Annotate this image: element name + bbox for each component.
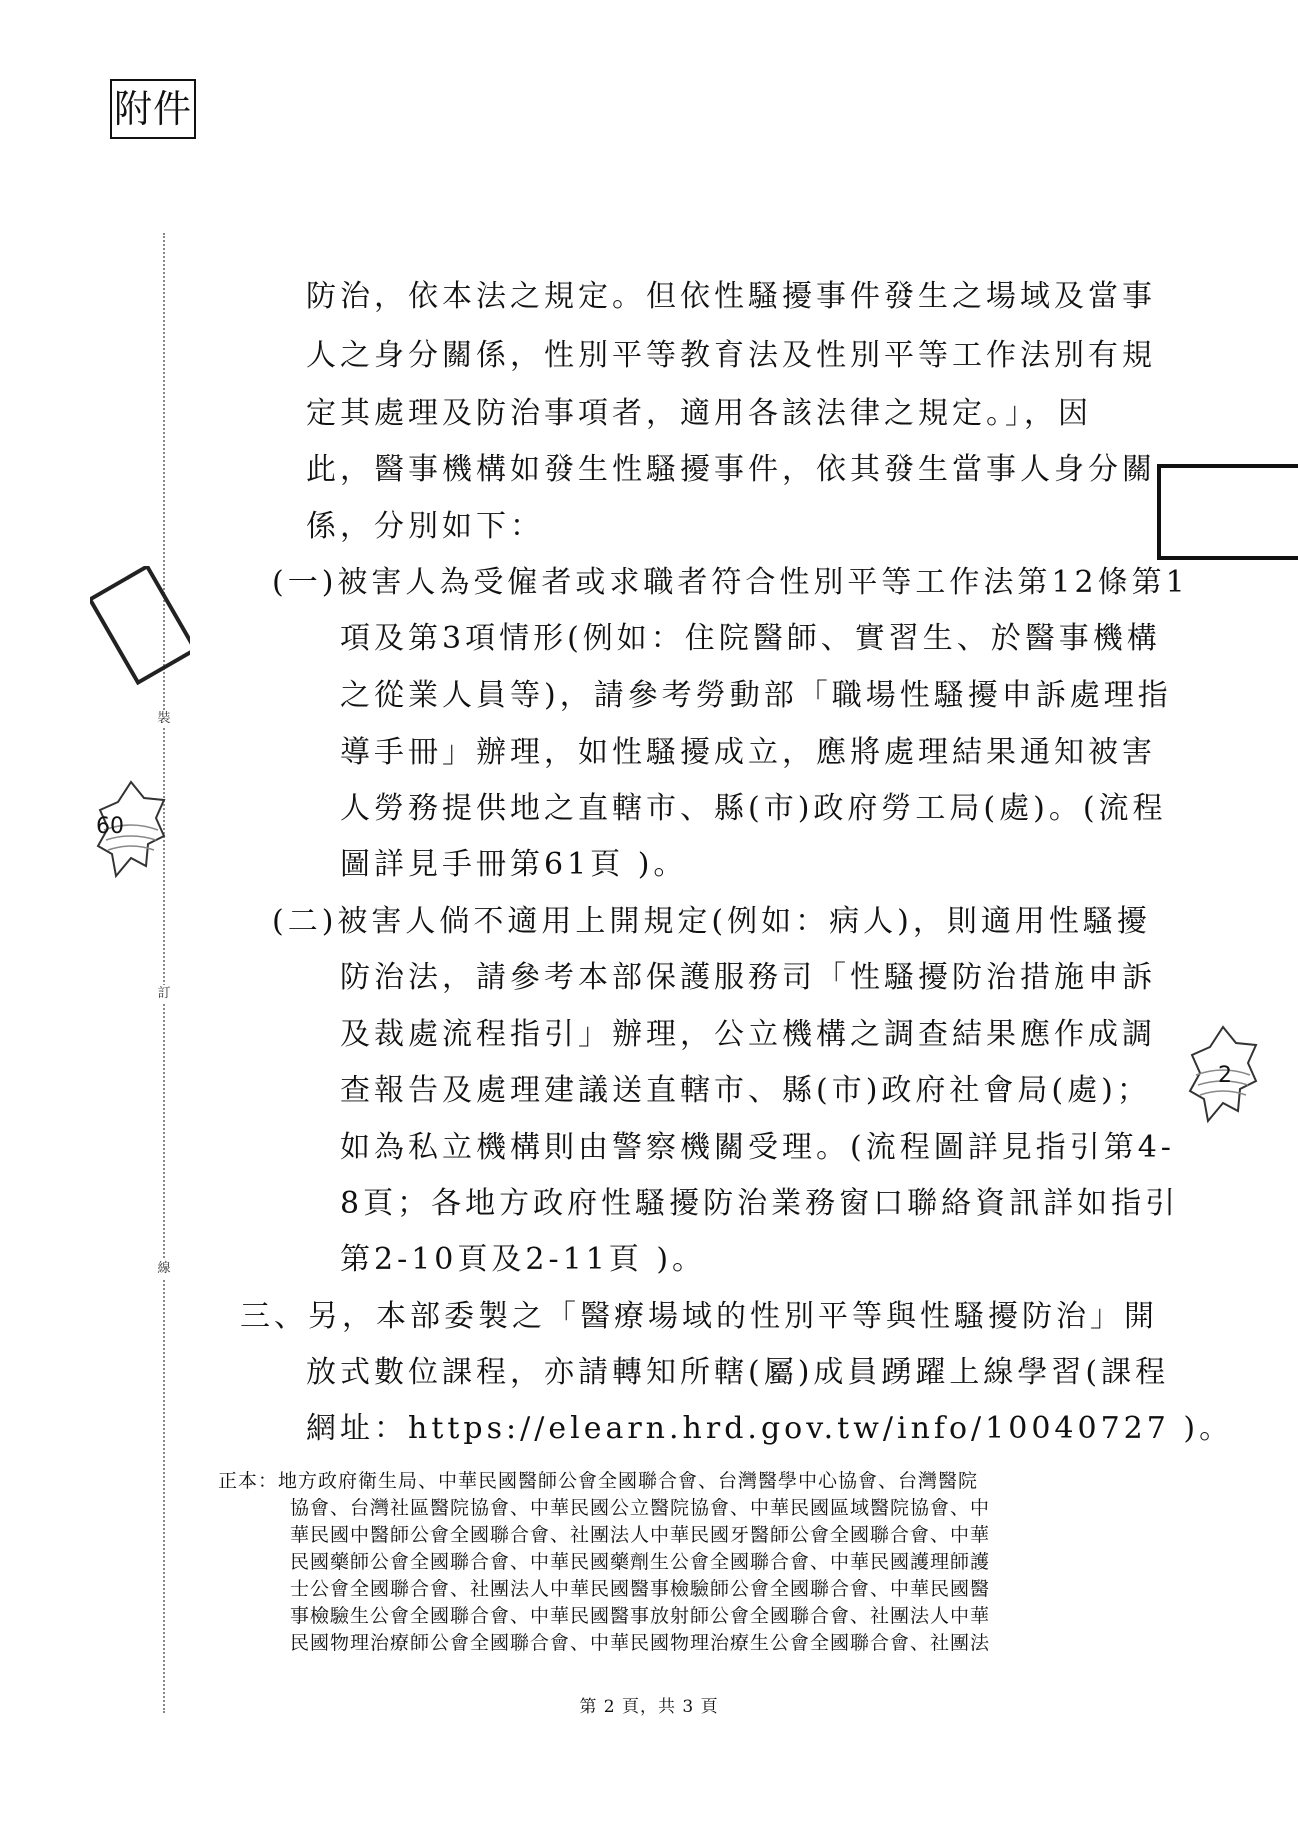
- cc-recipient-line: 士公會全國聯合會、社團法人中華民國醫事檢驗師公會全國聯合會、中華民國醫: [290, 1578, 991, 1600]
- item-two-line: (二)被害人倘不適用上開規定(例如：病人)，則適用性騷擾: [272, 904, 1151, 939]
- body-line: 防治，依本法之規定。但依性騷擾事件發生之場域及當事: [306, 279, 1156, 314]
- perforation-seal-right: [1188, 1025, 1258, 1125]
- stamp-right-graphic: [1156, 463, 1298, 563]
- section-three-line: 網址：https://elearn.hrd.gov.tw/info/10040727 )。: [306, 1411, 1234, 1446]
- cc-recipient-line: 協會、台灣社區醫院協會、中華民國公立醫院協會、中華民國區域醫院協會、中: [290, 1497, 991, 1519]
- attachment-label: 附件: [110, 79, 196, 139]
- binding-char-ding: 訂: [146, 985, 182, 1003]
- body-line: 係，分別如下：: [306, 509, 544, 544]
- cc-recipient-line: 事檢驗生公會全國聯合會、中華民國醫事放射師公會全國聯合會、社團法人中華: [290, 1605, 991, 1627]
- item-two-line: 及裁處流程指引」辦理，公立機構之調查結果應作成調: [340, 1017, 1156, 1052]
- binding-line: [163, 233, 165, 1713]
- seal-left-number: 60: [96, 814, 124, 839]
- page-number-footer: 第 2 頁，共 3 頁: [579, 1697, 719, 1717]
- item-one-line: (一)被害人為受僱者或求職者符合性別平等工作法第12條第1: [272, 565, 1189, 600]
- cc-recipient-line: 華民國中醫師公會全國聯合會、社團法人中華民國牙醫師公會全國聯合會、中華: [290, 1524, 991, 1546]
- electronic-exchange-stamp: [1156, 463, 1298, 563]
- body-line: 此，醫事機構如發生性騷擾事件，依其發生當事人身分關: [306, 452, 1156, 487]
- cc-recipient-line: 民國藥師公會全國聯合會、中華民國藥劑生公會全國聯合會、中華民國護理師護: [290, 1551, 991, 1573]
- item-two-line: 防治法，請參考本部保護服務司「性騷擾防治措施申訴: [340, 960, 1156, 995]
- item-two-line: 第2-10頁及2-11頁 )。: [340, 1242, 707, 1277]
- item-one-line: 項及第3項情形(例如：住院醫師、實習生、於醫事機構: [340, 621, 1161, 656]
- item-one-line: 導手冊」辦理，如性騷擾成立，應將處理結果通知被害: [340, 735, 1156, 770]
- item-one-line: 人勞務提供地之直轄市、縣(市)政府勞工局(處)。(流程: [340, 791, 1167, 826]
- stamp-left-graphic: [90, 566, 190, 686]
- item-two-line: 查報告及處理建議送直轄市、縣(市)政府社會局(處)；: [340, 1073, 1151, 1108]
- seal-right-number: 2: [1218, 1063, 1232, 1088]
- item-two-line: 如為私立機構則由警察機關受理。(流程圖詳見指引第4-: [340, 1130, 1175, 1165]
- item-two-line: 8頁；各地方政府性騷擾防治業務窗口聯絡資訊詳如指引: [340, 1186, 1180, 1221]
- item-one-line: 圖詳見手冊第61頁 )。: [340, 847, 688, 882]
- binding-char-xian: 線: [146, 1260, 182, 1278]
- body-line: 定其處理及防治事項者，適用各該法律之規定。」，因: [306, 396, 1092, 431]
- body-line: 人之身分關係，性別平等教育法及性別平等工作法別有規: [306, 338, 1156, 373]
- binding-char-zhuang: 裝: [146, 710, 182, 728]
- section-three-line: 三、另，本部委製之「醫療場域的性別平等與性騷擾防治」開: [240, 1299, 1158, 1334]
- cc-recipient-line: 民國物理治療師公會全國聯合會、中華民國物理治療生公會全國聯合會、社團法: [290, 1632, 991, 1654]
- item-one-line: 之從業人員等)，請參考勞動部「職場性騷擾申訴處理指: [340, 678, 1172, 713]
- official-stamp-left: [90, 566, 190, 686]
- cc-recipient-line: 正本：地方政府衛生局、中華民國醫師公會全國聯合會、台灣醫學中心協會、台灣醫院: [218, 1470, 979, 1492]
- section-three-line: 放式數位課程，亦請轉知所轄(屬)成員踴躍上線學習(課程: [306, 1355, 1170, 1390]
- perforation-seal-left: [96, 780, 166, 880]
